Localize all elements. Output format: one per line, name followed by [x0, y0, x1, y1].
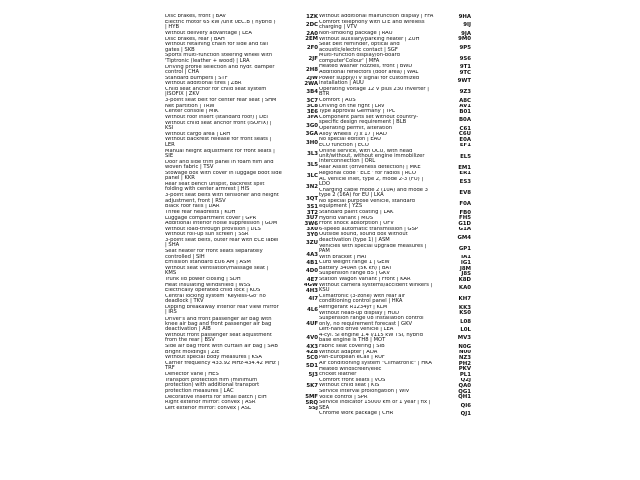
option-row [165, 87, 318, 98]
option-code: 3L5 [307, 162, 318, 169]
option-description: Pan-European eCall | RUF [319, 355, 385, 361]
option-description: Sports multi-function steering wheel with 'Tiptronic (leather + wood) | LRA [165, 53, 273, 64]
option-code: 3FA [307, 114, 318, 121]
option-row [319, 400, 471, 411]
option-row [319, 394, 471, 400]
option-row [165, 42, 318, 53]
option-row [165, 137, 318, 148]
option-description: Additional reflectors (door area) | WAL [319, 70, 419, 76]
option-code: 3C7 [306, 97, 318, 104]
option-row [165, 316, 318, 333]
option-row [319, 227, 471, 233]
option-row [165, 120, 318, 131]
option-row [165, 406, 318, 412]
option-description: 3-point seat belts, outer rear with ECE label | SHA [165, 238, 279, 249]
option-code: J8S [461, 271, 471, 277]
option-code: 3L3 [307, 150, 318, 157]
option-code: PH2 [458, 360, 471, 367]
option-code: 5K7 [306, 383, 318, 389]
option-code: 3U7 [306, 215, 318, 221]
option-code: 9T1 [459, 64, 471, 70]
left-column [165, 14, 318, 411]
option-code: 2WA [304, 81, 318, 87]
option-description: Without head-up display | HUD [319, 310, 400, 316]
option-row [319, 243, 471, 254]
option-description: AC vehicle inlet, type 2, mode 2-3 (FU) | LDO [319, 176, 424, 187]
option-description: Air conditioning system "Climatronic" | HKA [319, 360, 432, 366]
option-description: Rear seat bench unsplit, backrest split folding with center armrest | HIS [165, 182, 265, 193]
option-description: Side air bag front with curtain air bag | SAB [165, 344, 278, 350]
option-code: 3E6 [306, 109, 318, 115]
option-description: Service interval prolongation | WIV [319, 388, 410, 394]
option-row [165, 81, 318, 87]
option-row [319, 232, 471, 243]
option-description: Outside sound, sound box without deactivation (type 1) | ASM [319, 232, 408, 243]
option-description: Fabric seat covering | SIB [319, 344, 385, 350]
option-description: Net partition | TRW [165, 103, 215, 109]
option-description: Station Wagon Variant | Front | KAR [319, 277, 411, 283]
option-code: 2DC [305, 22, 318, 29]
option-code: 2EM [305, 36, 318, 42]
option-description: Carrier frequency 433.92 MHz-434.42 MHz | TRF [165, 361, 280, 372]
option-row [319, 310, 471, 316]
option-description: Voice control | SPR [319, 394, 368, 400]
option-code: 2JW [306, 75, 318, 82]
option-code: L08 [460, 318, 471, 325]
option-code: EV8 [459, 190, 471, 197]
option-row [319, 333, 471, 344]
option-code: N00 [458, 349, 471, 356]
option-description: No special purpose vehicle, standard equipment | YZS [319, 198, 415, 210]
option-row [319, 70, 471, 76]
option-description: Online service, with OCU, with head unit/without, without engine immobilizer interconnection | ORL [319, 148, 425, 165]
option-code: MV3 [457, 335, 471, 342]
option-row [319, 277, 471, 283]
option-code: EM1 [458, 165, 471, 171]
option-code: 3Y0 [306, 232, 318, 238]
option-code: 4A3 [306, 251, 318, 258]
option-description: With bracket | HAT [319, 254, 368, 260]
option-code: J8M [459, 265, 471, 272]
option-description: Seat belt reminder, optical and acoustic/electric contact | SGF [319, 42, 400, 53]
option-code: ER1 [459, 170, 471, 177]
option-code: 3C8 [306, 103, 318, 110]
option-description: Deflector vane | HES [165, 372, 219, 378]
option-row [319, 283, 471, 294]
option-row [165, 355, 318, 361]
option-code: 5SJ [308, 405, 318, 412]
option-code: FB0 [459, 209, 471, 216]
option-code: 5D1 [306, 363, 318, 370]
option-code: IG1 [460, 260, 471, 266]
option-description: Right exterior mirror: convex | ASR [165, 400, 256, 406]
option-code: 9TC [459, 69, 471, 76]
option-code: EL5 [460, 153, 471, 160]
option-code: QA0 [458, 383, 471, 389]
option-code: KH7 [458, 296, 471, 303]
option-code: 3GA [305, 131, 318, 138]
option-description: Without roll-up sun screen | SSR [165, 232, 249, 238]
option-row [165, 148, 318, 159]
option-description: Heated windscreen/elec [319, 366, 382, 372]
option-description: Seat heater for front seats separately controlled | SIH [165, 249, 263, 260]
option-code: 3QT [305, 195, 318, 202]
option-description: 3-point seat belt for center rear seat | SHM [165, 98, 277, 104]
option-code: 9P5 [459, 44, 471, 51]
option-code: 4UF [306, 321, 318, 328]
option-description: Disc brakes, front | BAV [165, 14, 226, 20]
option-description: Suspension range 08 installation control only, no requirement forecast | GKV [319, 316, 424, 327]
option-row [319, 115, 471, 126]
option-description: Power supply/TV signal for customized installation | AUU [319, 75, 420, 87]
option-row [319, 143, 471, 149]
option-row [319, 20, 471, 31]
option-row [319, 176, 471, 187]
option-description: Child seat anchor for child seat system |ISOFIX | ZKV [165, 87, 267, 98]
option-description: 4-cyl. SI engine 1.4 l/115 kW TSI, hybrid base engine is TH8 | MOT [319, 333, 423, 344]
option-code: 3N2 [305, 184, 318, 191]
option-code: N0G [458, 344, 471, 350]
option-code: 3H0 [305, 139, 318, 146]
option-code: L0L [460, 327, 471, 333]
option-code: 5RQ [305, 400, 318, 406]
option-code: 3S1 [306, 204, 318, 210]
option-code: PKV [458, 366, 471, 373]
option-code: 3G0 [306, 122, 318, 129]
option-row [165, 333, 318, 344]
option-row [165, 193, 318, 204]
option-description: Bright moldings | ZIE [165, 349, 220, 355]
option-code: PL1 [459, 372, 471, 378]
option-code: B01 [459, 109, 471, 115]
option-description: Without additional tires | ZBR [165, 81, 242, 87]
option-code: GM4 [457, 234, 471, 241]
option-description: Without roof insert (standard roof) | DEI [165, 114, 268, 120]
option-description: Electric motor 65 kW /unit 0EC.B ( hybrid ) | HYB [165, 19, 276, 31]
option-code: 4L6 [307, 307, 318, 314]
option-description: Refrigerant R1234yf | KLM [319, 305, 388, 311]
option-code: 3T2 [306, 209, 318, 216]
option-description: Black roof rails | DAR [165, 204, 220, 210]
option-row [165, 305, 318, 316]
option-description: Luggage compartment cover | GPR [165, 215, 257, 221]
option-code: C6U [458, 131, 471, 138]
option-code: K8D [458, 276, 471, 283]
option-code: 2JF [308, 55, 318, 62]
option-description: Additional interior noise suppression | GDM [165, 221, 278, 227]
option-description: Comfort | AUS [319, 98, 356, 104]
option-description: Chrome work package | CHR [319, 411, 394, 417]
option-row [319, 411, 471, 417]
option-row [319, 36, 471, 42]
option-code: 9WT [457, 78, 471, 85]
option-code: QI6 [460, 402, 471, 409]
option-code: 9Z3 [459, 89, 471, 96]
option-description: Door and side trim panel in foam film and woven fabric | TSV [165, 159, 274, 171]
option-description: Without retaining chain for side and tail gates | SKB [165, 42, 269, 53]
option-code: 4GW [303, 282, 318, 289]
right-column [319, 14, 471, 417]
option-row [319, 14, 471, 20]
option-code: 2H8 [305, 66, 318, 73]
option-description: Comfort telephony with LTE and wireless charging | VTV [319, 19, 425, 31]
option-code: 4I7 [308, 296, 318, 303]
option-description: Decorative inserts for small batch | EIH [165, 394, 267, 400]
option-code: 2F0 [306, 44, 318, 51]
option-description: Without additional malfunction display | FFA [319, 14, 434, 20]
option-description: Service indicator 15000 km or 1 year | fix | SEA [319, 400, 431, 411]
option-row [165, 64, 318, 75]
option-code: 4B1 [306, 260, 318, 266]
option-row [319, 316, 471, 327]
option-description: ECO function | ECO [319, 142, 369, 148]
option-description: Non-smoking package | RAU [319, 30, 393, 36]
option-description: Without child seat anchor front (ISOFIX) | KSI [165, 120, 272, 131]
option-row [319, 171, 471, 177]
option-description: Stowage box with cover in luggage boot side panel | KKR [165, 170, 282, 182]
option-description: Disc brakes, rear | BAH [165, 36, 225, 42]
option-description: Without front passenger seat adjustment from the rear | BSV [165, 333, 272, 344]
option-description: Operating voltage 12 V plus 230 Inverter | BTR [319, 87, 429, 98]
option-description: Charging cable mode 2 (10A) and mode 3 type 2 (16A) for EU | LKA [319, 187, 428, 199]
option-description: Without seat ventilation/massage seat | KMS [165, 266, 269, 277]
option-code: 3W6 [304, 220, 318, 227]
option-description: Suspension range B5 | GKV [319, 271, 390, 277]
option-code: 9S6 [459, 55, 471, 62]
option-row [165, 53, 318, 64]
option-description: Emission standard EU6 AM | ASM [165, 260, 251, 266]
option-code: QG1 [458, 388, 471, 395]
option-row [165, 182, 318, 193]
option-code: 9JA [461, 30, 471, 37]
option-code: C61 [459, 125, 471, 132]
option-code: 4D0 [306, 268, 318, 275]
option-code: IA1 [461, 254, 471, 261]
option-description: Climatronic (3-zone) with rear air conditioning control panel | HKA [319, 294, 406, 305]
option-code: NZ3 [458, 355, 471, 361]
option-description: 3-point seat belts with tensioner and height adjustment, front | RSV [165, 193, 279, 204]
option-row [165, 159, 318, 170]
option-code: 9IJ [463, 22, 471, 29]
option-row [319, 109, 471, 115]
option-description: Standard bumpers | STF [165, 75, 228, 81]
option-description: Curb weight range 1 | GEW [319, 260, 390, 266]
option-code: 3ZU [305, 240, 318, 247]
option-description: Without load-through provision | DLS [165, 226, 261, 232]
option-row [165, 238, 318, 249]
option-description: Comfort front seats | VOS [319, 377, 386, 383]
option-code: KK3 [458, 304, 471, 311]
option-row [165, 378, 318, 395]
option-code: G1D [458, 220, 471, 227]
option-code: QJ1 [460, 411, 471, 417]
option-row [165, 232, 318, 238]
option-code: B0A [458, 117, 471, 124]
option-code: 9HA [458, 14, 471, 20]
option-code: F0A [459, 201, 471, 208]
option-row [319, 187, 471, 198]
option-row [165, 171, 318, 182]
option-code: E0A [459, 137, 471, 143]
option-code: ES3 [459, 178, 471, 185]
option-description: Front shock absorption | OFV [319, 221, 394, 227]
option-description: Without adapter | ADA [319, 349, 378, 355]
option-description: 6-speed automatic transmission | GSP [319, 226, 419, 232]
option-row [165, 36, 318, 42]
option-description: Manual height adjustment for front seats | SIE [165, 148, 275, 159]
option-description: Rear Assist (driveness detection) | MKE [319, 165, 421, 171]
option-code: 5MF [305, 394, 318, 400]
option-description: Without backrest release for front seats | LER [165, 137, 272, 148]
option-description: Heat insulating windshield | WSS [165, 282, 251, 288]
option-row [165, 20, 318, 31]
option-code: 4ZB [306, 349, 318, 356]
option-row [165, 260, 318, 266]
option-code: Q2J [460, 377, 471, 384]
option-row [319, 148, 471, 165]
option-description: Central locking system 'Keyless-Go' no deadlock | TKV [165, 293, 266, 305]
option-description: Without special body measures | KSA [165, 355, 262, 361]
option-description: Left exterior mirror: convex | ASL [165, 405, 251, 411]
option-description: Trunk lid power closing | SDH [165, 277, 241, 283]
option-description: Center console | MIK [165, 109, 219, 115]
option-row [165, 115, 318, 121]
option-code: KS0 [459, 310, 471, 317]
option-code: 4H3 [305, 288, 318, 294]
option-code: 4E7 [306, 276, 318, 283]
option-description: Alloy wheels 7J x 17 | RAD [319, 131, 387, 137]
option-description: Electrically operated child lock | KDS [165, 288, 261, 294]
option-row [319, 199, 471, 210]
option-description: Regional code ' ECE ' for radios | RCO [319, 170, 416, 176]
option-row [165, 372, 318, 378]
option-row [165, 361, 318, 372]
option-code: 3B4 [306, 89, 318, 96]
option-code: 1ZK [306, 14, 318, 20]
option-row [319, 76, 471, 87]
option-description: Component parts set without country- specific design requirement | BLB [319, 114, 419, 126]
option-description: Transport protection film (minimum protection) with additional transport protection measures | LAC [165, 378, 260, 394]
option-description: Driver's and front passenger air bag with knee air bag and front passenger air bag deactivation | AIB [165, 316, 272, 333]
option-code: FH5 [459, 215, 471, 221]
option-description: cricket leather [319, 372, 357, 378]
option-code: 3LC [306, 173, 318, 180]
option-code: 4X3 [306, 344, 318, 350]
option-description: Three rear headrests | KOH [165, 209, 236, 215]
option-description: Standard paint coating | LAK [319, 209, 394, 215]
option-code: GP1 [458, 245, 471, 252]
option-code: 2A0 [306, 30, 318, 37]
option-description: Hybrid variant | MOS [319, 215, 374, 221]
option-code: QH1 [458, 394, 471, 400]
option-description: Without auxiliary/parking heater | ZUH [319, 36, 420, 42]
option-description: Driving profile selection and hydr. damper control | CHA [165, 64, 275, 75]
option-description: Heated washer nozzles, front | BWD [319, 64, 413, 70]
option-row [165, 14, 318, 20]
option-description: Without camera systems/accident winkers | KSU [319, 282, 433, 294]
option-row [319, 294, 471, 305]
option-code: G1A [458, 226, 471, 233]
option-code: KA0 [458, 285, 471, 292]
option-description: Multi-function display/on-board computer'Colour' | MFA [319, 53, 400, 64]
option-code: EF1 [459, 142, 471, 149]
option-code: 5J3 [308, 372, 318, 378]
option-description: Left-hand drive vehicle | LEA [319, 327, 394, 333]
option-description: Type approval Germany | TPL [319, 109, 395, 115]
option-row [319, 87, 471, 98]
option-row [165, 294, 318, 305]
option-description: Dipping breakaway interior rear view mirror | IRS [165, 305, 279, 316]
option-code: A8C [459, 97, 471, 104]
option-code: 9M0 [458, 36, 471, 42]
option-description: Vehicles with special upgrade measures | PAM [319, 243, 427, 254]
option-code: 5C0 [306, 355, 318, 361]
option-code: 3X0 [306, 226, 318, 233]
option-row [319, 42, 471, 53]
option-description: Driving on the right | LRV [319, 103, 385, 109]
option-description: Battery 340Ah (5K kh) | BAT [319, 265, 392, 271]
option-code: AV1 [459, 103, 471, 110]
option-description: Without cargo area | LRH [165, 131, 231, 137]
option-row [165, 288, 318, 294]
option-row [165, 249, 318, 260]
option-code: 4V0 [306, 335, 318, 342]
option-description: Operating permit, alteration [319, 126, 393, 132]
option-description: No special edition | EAU [319, 137, 381, 143]
option-description: Without delivery advantage | LEA [165, 30, 252, 36]
option-description: Without child seat | KIS [319, 383, 380, 389]
option-row [165, 131, 318, 137]
option-row [165, 266, 318, 277]
option-row [319, 327, 471, 333]
option-row [319, 53, 471, 64]
